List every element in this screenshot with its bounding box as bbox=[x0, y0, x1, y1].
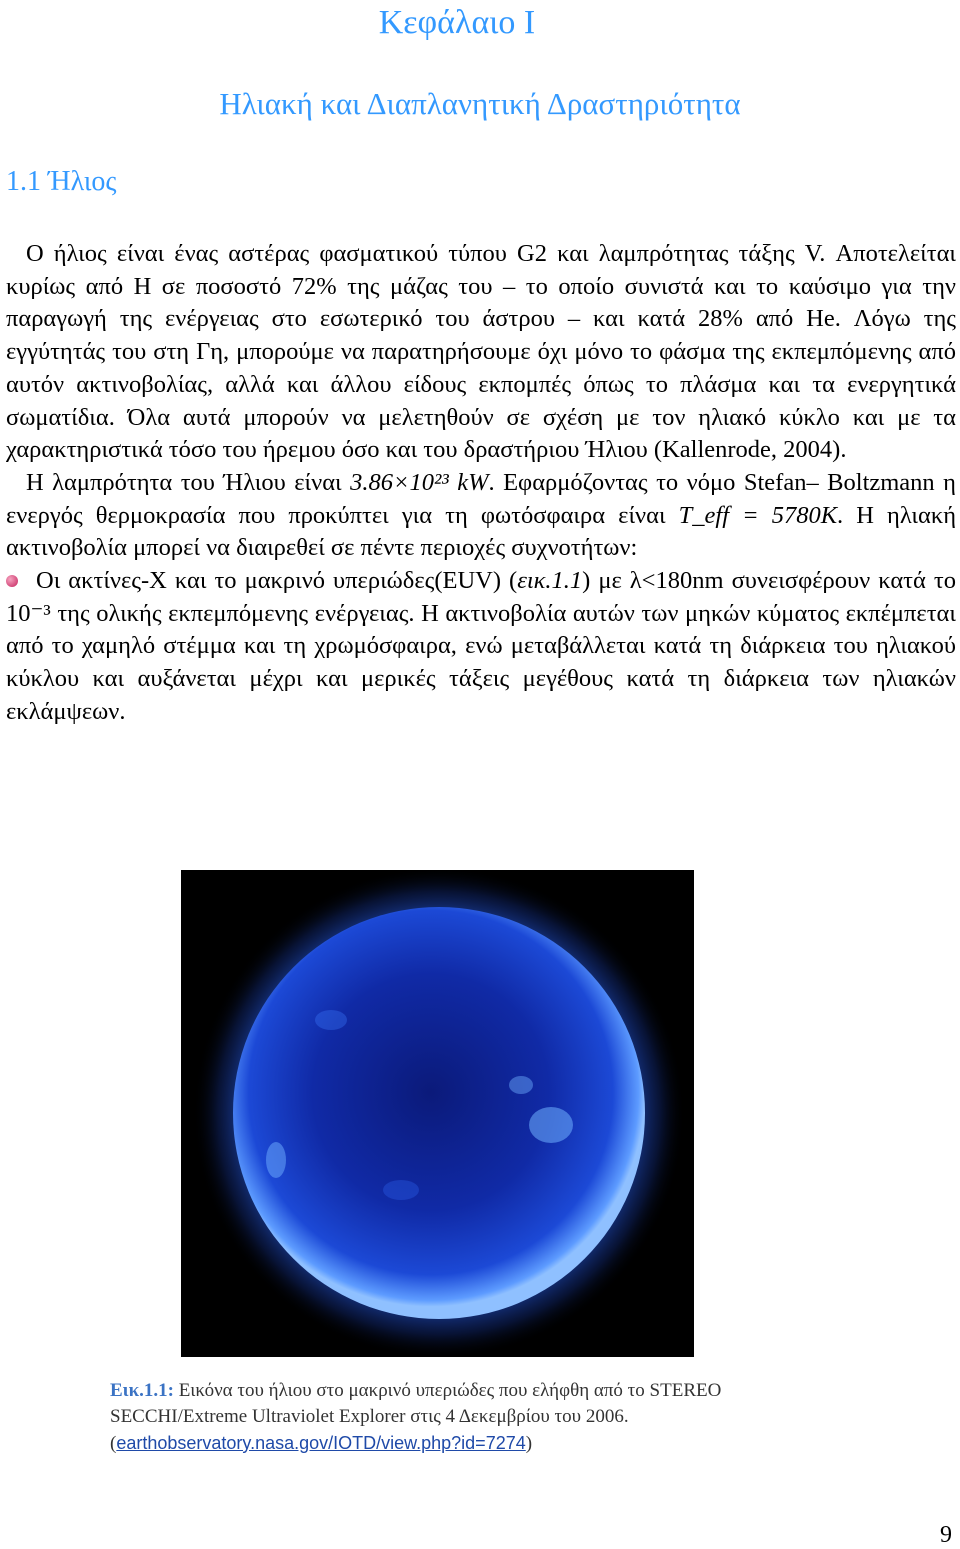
temperature-formula: T_eff = 5780K bbox=[678, 501, 838, 529]
active-region-1 bbox=[529, 1107, 573, 1143]
caption-source-link[interactable]: earthobservatory.nasa.gov/IOTD/view.php?id=7274 bbox=[116, 1433, 526, 1453]
p2-start: Η λαμπρότητα του Ήλιου είναι bbox=[26, 468, 351, 496]
fraction-formula: 10⁻³ bbox=[6, 599, 51, 627]
section-title: 1.1 Ήλιος bbox=[6, 166, 117, 197]
sun-illustration bbox=[181, 870, 694, 1357]
caption-close-paren: ) bbox=[525, 1433, 533, 1454]
p2-mid: . Εφαρμόζοντας το νόμο Stefan– Boltzmann η ενεργός θερμοκρασία που προκύπτει για τη φωτόσφαιρα είναι bbox=[6, 468, 956, 529]
paragraph-2 bbox=[6, 467, 956, 565]
sun-disk bbox=[233, 907, 645, 1319]
paragraph-3 bbox=[6, 565, 956, 729]
bullet-icon bbox=[6, 575, 18, 587]
figure-reference: εικ.1.1 bbox=[517, 567, 583, 595]
p2-end: . Η ηλιακή ακτινοβολία μπορεί να διαιρεθεί σε πέντε περιοχές συχνοτήτων: bbox=[6, 501, 957, 562]
active-region-2 bbox=[509, 1076, 533, 1094]
sun-euv-image bbox=[181, 870, 694, 1357]
chapter-title: Κεφάλαιο Ι bbox=[378, 4, 536, 41]
active-region-3 bbox=[315, 1010, 347, 1030]
caption-text: Εικόνα του ήλιου στο μακρινό υπεριώδες που ελήφθη από το STEREO SECCHI/Extreme Ultraviolet Explorer στις 4 Δεκεμβρίου του 2006. bbox=[110, 1380, 722, 1427]
p3-start: Οι ακτίνες-X και το μακρινό υπεριώδες(EUV) ( bbox=[36, 567, 518, 595]
figure-caption bbox=[110, 1378, 770, 1457]
luminosity-formula: 3.86×10²³ kW bbox=[350, 468, 489, 496]
p3-end: της ολικής εκπεμπόμενης ενέργειας. Η ακτινοβολία αυτών των μηκών κύματος εκπέμπεται από το χαμηλό στέμμα και τη χρωμόσφαιρα, ενώ μεταβάλλεται κατά τη διάρκεια του ηλιακού κύκλου και αυξάνεται μέχρι και μερικές τάξεις μεγέθους κατά τη διάρκεια των ηλιακών εκλάμψεων. bbox=[6, 599, 956, 725]
active-region-5 bbox=[383, 1180, 419, 1200]
paragraph-1: Ο ήλιος είναι ένας αστέρας φασματικού τύπου G2 και λαμπρότητας τάξης V. Αποτελείται κυρίως από H σε ποσοστό 72% της μάζας του – το οποίο συνιστά και το καύσιμο για την παραγωγή της ενέργειας στο εσωτερικό του άστρου – και κατά 28% από He. Λόγω της εγγύτητάς του στη Γη, μπορούμε να παρατηρήσουμε όχι μόνο το φάσμα της εκπεμπόμενης από αυτόν ακτινοβολίας, αλλά και άλλου είδους εκπομπές όπως το πλάσμα και τα ενεργητικά σωματίδια. Όλα αυτά μπορούν να μελετηθούν σε σχέση με τον ηλιακό κύκλο και με τα χαρακτηριστικά τόσο του ήρεμου όσο και του δραστήριου Ήλιου (Kallenrode, 2004). bbox=[6, 240, 956, 464]
p3-mid: ) με λ<180nm συνεισφέρουν κατά το bbox=[582, 567, 956, 595]
active-region-4 bbox=[266, 1142, 286, 1178]
caption-label: Εικ.1.1: bbox=[110, 1380, 174, 1401]
body-text bbox=[6, 238, 956, 729]
chapter-subtitle: Ηλιακή και Διαπλανητική Δραστηριότητα bbox=[219, 86, 741, 121]
page-number: 9 bbox=[940, 1522, 952, 1548]
caption-open-paren: ( bbox=[110, 1433, 117, 1454]
